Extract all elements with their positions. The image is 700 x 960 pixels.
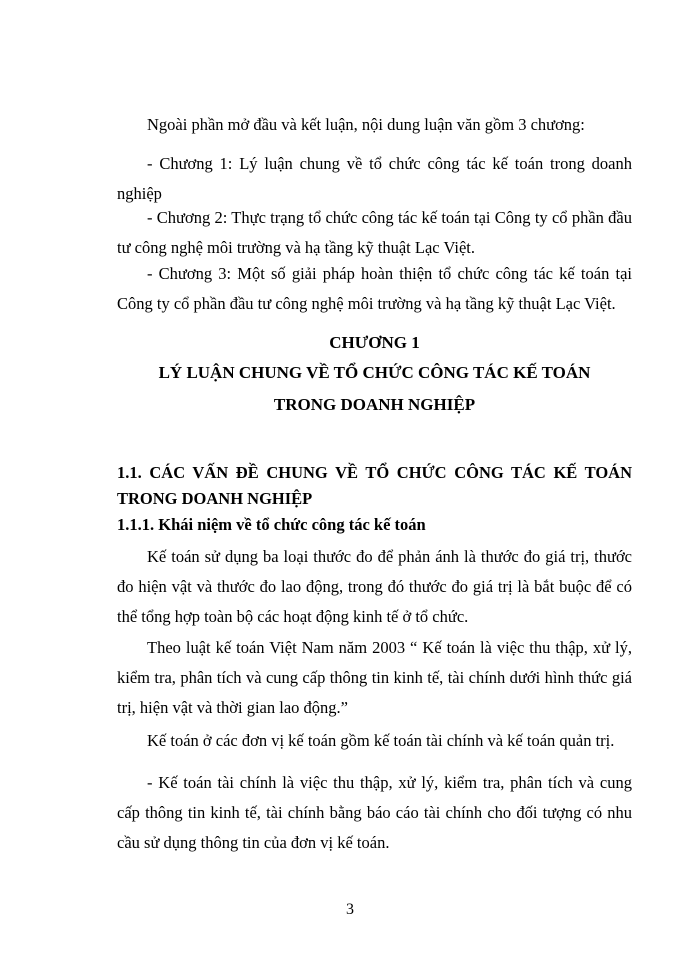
intro-paragraph: [117, 110, 632, 140]
body-paragraph-1: [117, 542, 632, 632]
body-paragraph-2: [117, 633, 632, 723]
body-paragraph-3: [117, 726, 632, 756]
body-paragraph-4-text: - Kế toán tài chính là việc thu thập, xử lý, kiểm tra, phân tích và cung cấp thông tin kinh tế, tài chính bằng báo cáo tài chính cho đối tượng có nhu cầu sử dụng thông tin của đơn vị kế toán.: [117, 773, 632, 852]
chapter-1-summary-text: - Chương 1: Lý luận chung về tổ chức công tác kế toán trong doanh nghiệp: [117, 154, 632, 203]
section-heading: 1.1. CÁC VẤN ĐỀ CHUNG VỀ TỔ CHỨC CÔNG TÁC KẾ TOÁN TRONG DOANH NGHIỆP: [117, 463, 632, 508]
chapter-3-summary-text: - Chương 3: Một số giải pháp hoàn thiện tổ chức công tác kế toán tại Công ty cổ phần đầu tư công nghệ môi trường và hạ tầng kỹ thuật Lạc Việt.: [117, 264, 632, 313]
chapter-2-summary-text: - Chương 2: Thực trạng tổ chức công tác kế toán tại Công ty cổ phần đầu tư công nghệ môi trường và hạ tầng kỹ thuật Lạc Việt.: [117, 208, 632, 257]
chapter-2-summary: [117, 203, 632, 263]
body-paragraph-4: [117, 768, 632, 858]
subsection-heading: 1.1.1. Khái niệm về tổ chức công tác kế toán: [117, 515, 426, 534]
body-paragraph-1-text: Kế toán sử dụng ba loại thước đo để phản ánh là thước đo giá trị, thước đo hiện vật và thước đo lao động, trong đó thước đo giá trị là bắt buộc để có thể tổng hợp toàn bộ các hoạt động kinh tế ở tổ chức.: [117, 547, 632, 626]
page-number: 3: [346, 901, 354, 918]
body-paragraph-3-text: Kế toán ở các đơn vị kế toán gồm kế toán tài chính và kế toán quản trị.: [147, 731, 615, 750]
chapter-1-summary: [117, 149, 632, 209]
chapter-title-line-1: LÝ LUẬN CHUNG VỀ TỔ CHỨC CÔNG TÁC KẾ TOÁN: [158, 363, 591, 382]
chapter-title-line-2: TRONG DOANH NGHIỆP: [273, 395, 476, 414]
intro-text: Ngoài phần mở đầu và kết luận, nội dung luận văn gồm 3 chương:: [147, 115, 585, 134]
chapter-number: CHƯƠNG 1: [329, 333, 420, 352]
body-paragraph-2-text: Theo luật kế toán Việt Nam năm 2003 “ Kế toán là việc thu thập, xử lý, kiểm tra, phân tích và cung cấp thông tin kinh tế, tài chính dưới hình thức giá trị, hiện vật và thời gian lao động.”: [117, 638, 632, 717]
chapter-3-summary: [117, 259, 632, 319]
